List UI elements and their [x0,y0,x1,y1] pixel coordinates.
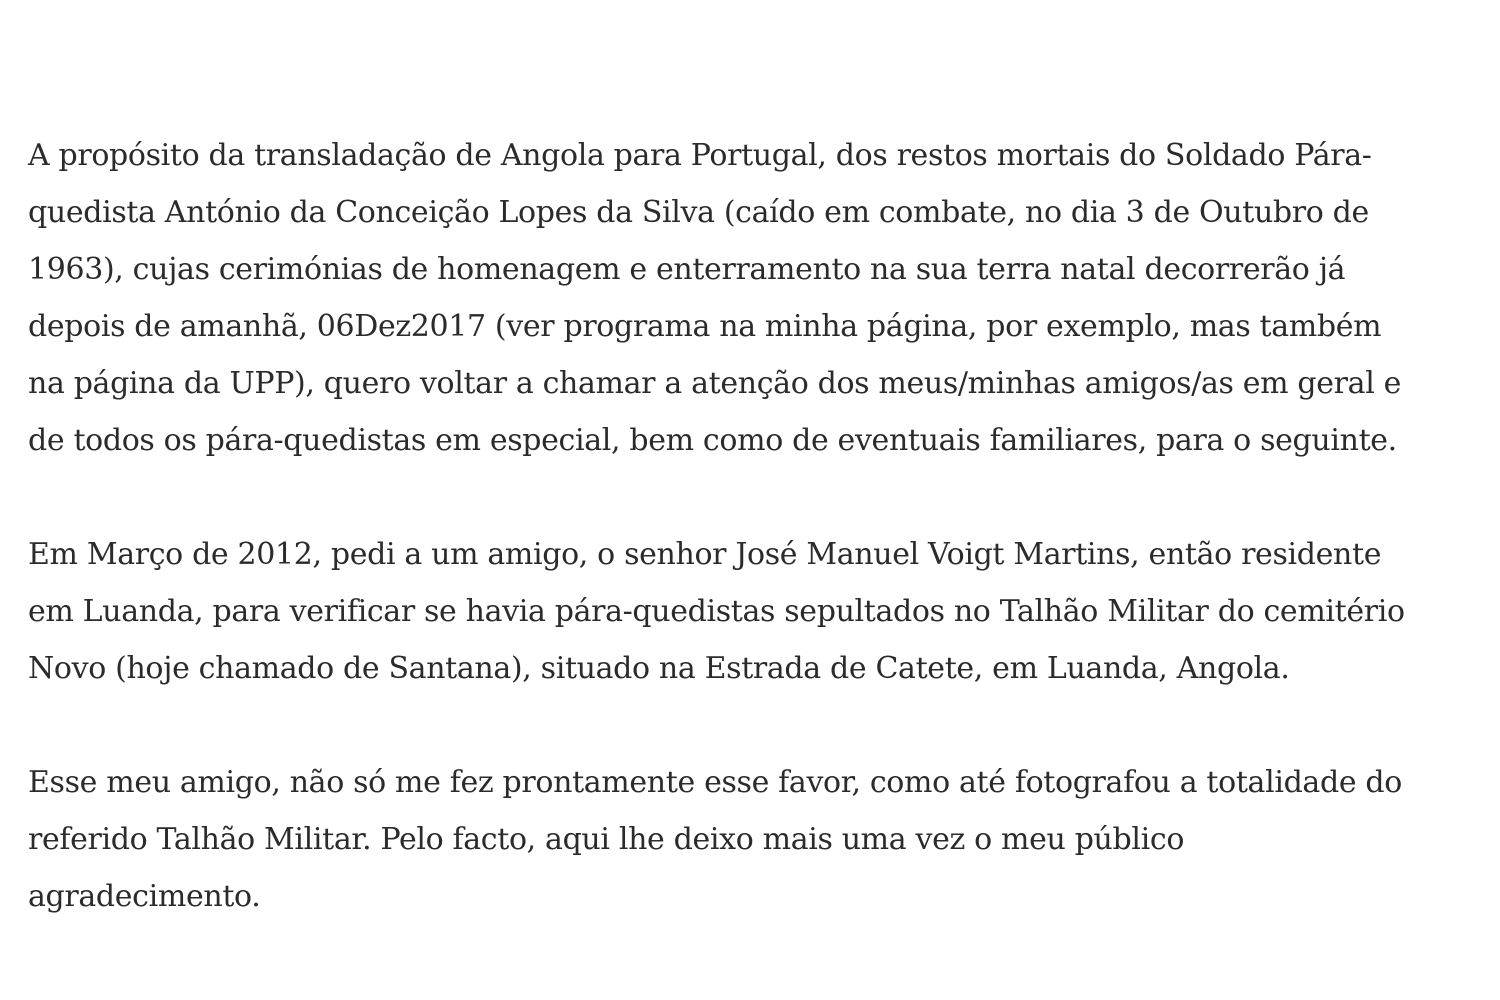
paragraph-line: agradecimento. [28,879,261,914]
paragraph-3 [28,754,1468,925]
paragraph-line: Novo (hoje chamado de Santana), situado na Estrada de Catete, em Luanda, Angola. [28,651,1290,686]
paragraph-line: Esse meu amigo, não só me fez prontamente esse favor, como até fotografou a totalidade do [28,765,1402,800]
paragraph-line: em Luanda, para verificar se havia pára-quedistas sepultados no Talhão Militar do cemitério [28,594,1405,629]
paragraph-line: 1963), cujas cerimónias de homenagem e enterramento na sua terra natal decorrerão já [28,252,1346,287]
paragraph-1 [28,127,1468,469]
paragraph-2 [28,526,1468,697]
paragraph-line: de todos os pára-quedistas em especial, bem como de eventuais familiares, para o seguinte. [28,423,1397,458]
paragraph-line: quedista António da Conceição Lopes da Silva (caído em combate, no dia 3 de Outubro de [28,195,1369,230]
paragraph-line: Em Março de 2012, pedi a um amigo, o senhor José Manuel Voigt Martins, então residente [28,537,1382,572]
paragraph-line: depois de amanhã, 06Dez2017 (ver programa na minha página, por exemplo, mas também [28,309,1382,344]
paragraph-line: A propósito da transladação de Angola para Portugal, dos restos mortais do Soldado Pára- [28,138,1372,173]
paragraph-line: na página da UPP), quero voltar a chamar a atenção dos meus/minhas amigos/as em geral e [28,366,1402,401]
article-body [28,127,1468,982]
paragraph-line: referido Talhão Militar. Pelo facto, aqui lhe deixo mais uma vez o meu público [28,822,1185,857]
